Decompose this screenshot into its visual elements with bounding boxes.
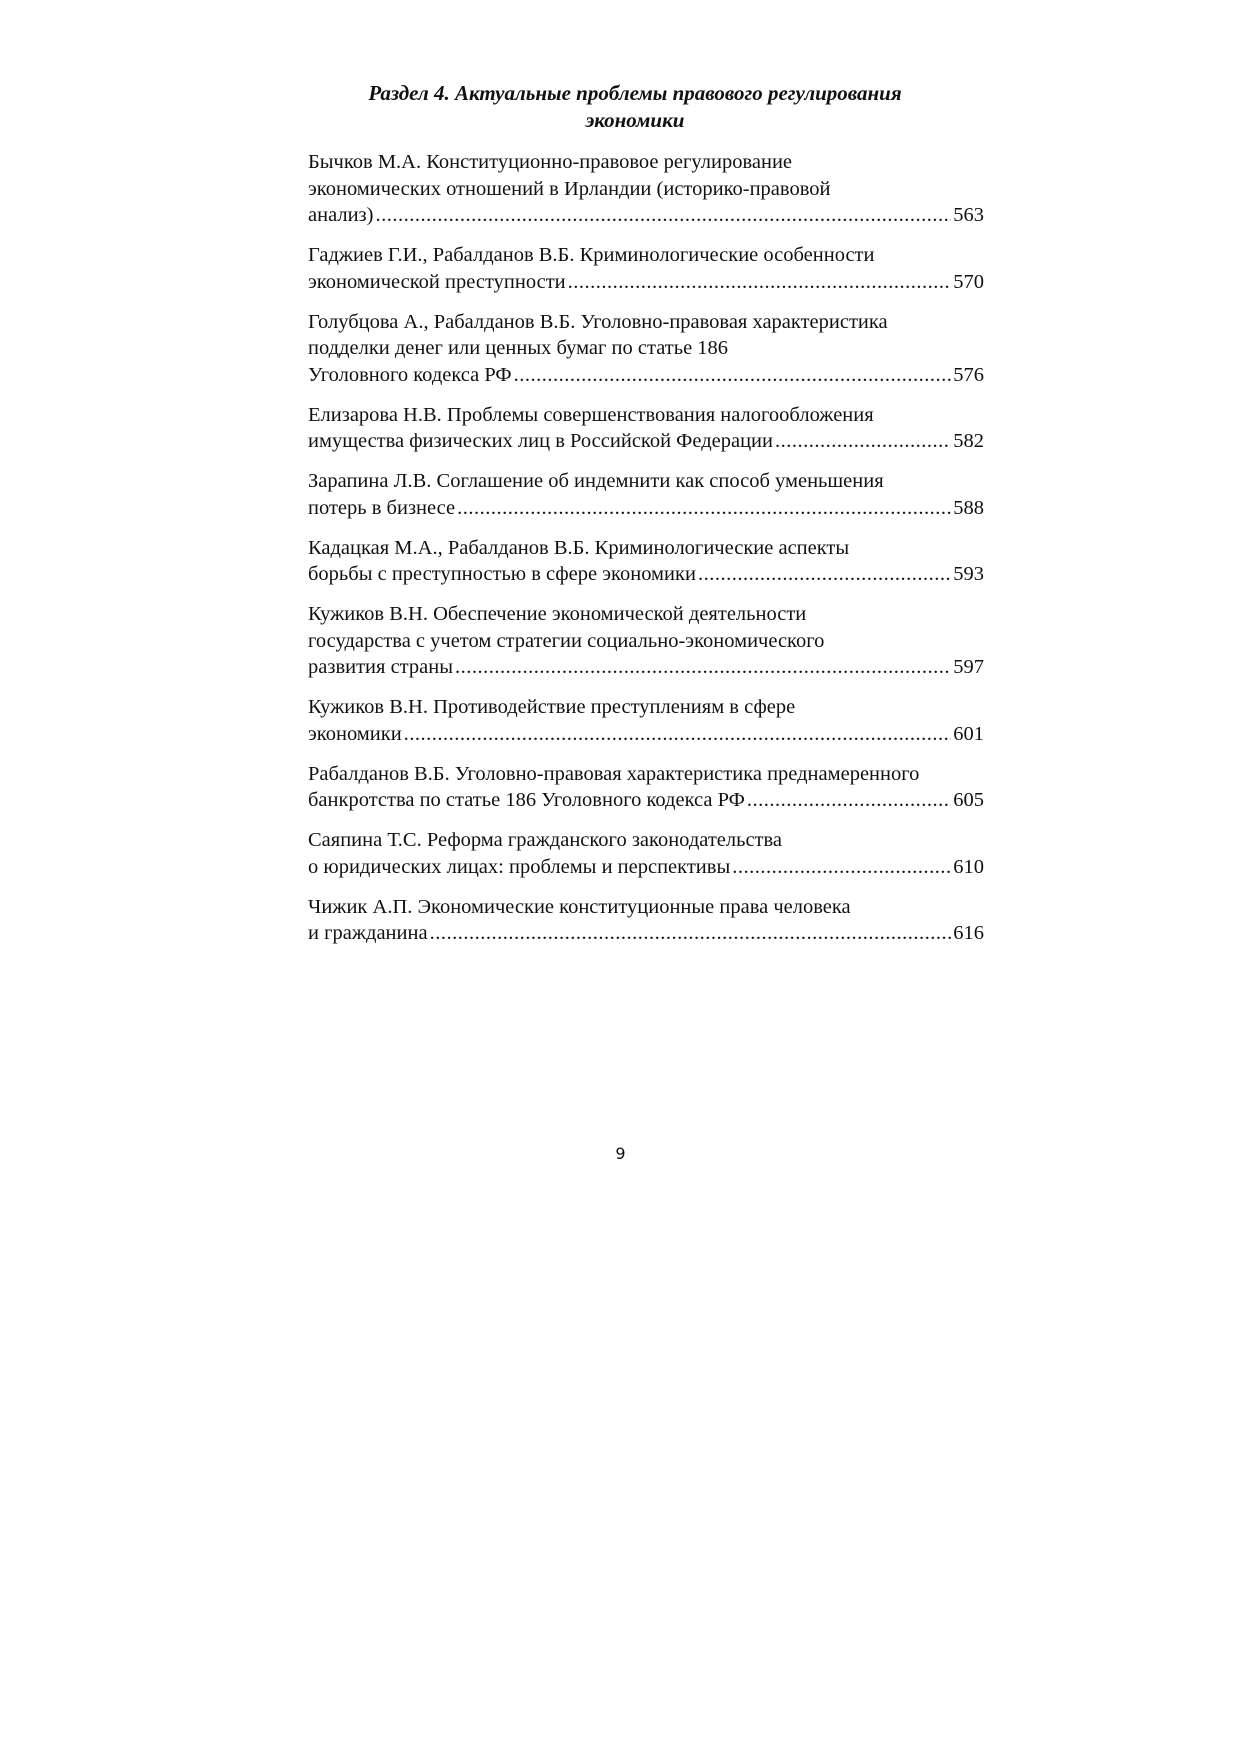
toc-entry-line: Кадацкая М.А., Рабалданов В.Б. Криминологические аспекты (308, 536, 850, 559)
section-title (310, 80, 960, 134)
dot-leader (698, 561, 951, 588)
toc-entry-tail: экономической преступности (308, 270, 566, 293)
toc-page-number: 616 (953, 922, 984, 944)
dot-leader (430, 920, 952, 947)
dot-leader (747, 787, 951, 814)
dot-leader (568, 269, 952, 296)
section-title-line-1: Раздел 4. Актуальные проблемы правового регулирования (368, 81, 902, 105)
toc-entry (308, 827, 984, 880)
dot-leader (457, 495, 951, 522)
toc-entry-tail: банкротства по статье 186 Уголовного кодекса РФ (308, 789, 745, 811)
toc-entry-line: подделки денег или ценных бумаг по статье 186 (308, 337, 729, 359)
toc-entry-tail: о юридических лицах: проблемы и перспективы (308, 855, 731, 878)
toc-entry-line: Зарапина Л.В. Соглашение об индемнити как способ уменьшения (308, 470, 884, 492)
toc-entry-line: Кужиков В.Н. Противодействие преступлениям в сфере (308, 696, 796, 718)
toc-entry-line: государства с учетом стратегии социально-экономического (308, 629, 825, 652)
dot-leader (375, 202, 951, 229)
toc-entry (308, 402, 984, 455)
toc-entry (308, 601, 984, 681)
dot-leader (732, 854, 951, 881)
toc-entry (308, 309, 984, 389)
toc-entry-line: Елизарова Н.В. Проблемы совершенствования налогообложения (308, 403, 874, 426)
toc-page-number: 570 (953, 270, 984, 293)
toc-entry-line: Чижик А.П. Экономические конституционные права человека (308, 895, 851, 918)
dot-leader (775, 428, 951, 455)
toc-page-number: 588 (953, 496, 984, 519)
toc-entry-line: Саяпина Т.С. Реформа гражданского законодательства (308, 829, 783, 851)
toc-page-number: 601 (953, 722, 984, 745)
toc-entry (308, 761, 984, 814)
toc-entry (308, 894, 984, 947)
toc-page-number: 605 (953, 789, 984, 811)
toc-entry-tail: Уголовного кодекса РФ (308, 363, 512, 386)
toc-entry-tail: развития страны (308, 656, 453, 678)
toc-entry-line: Кужиков В.Н. Обеспечение экономической деятельности (308, 603, 807, 625)
dot-leader (514, 362, 952, 389)
toc-entry (308, 535, 984, 588)
toc-entry-tail: экономики (308, 722, 402, 745)
toc-page-number: 563 (953, 204, 984, 226)
toc-entry-tail: и гражданина (308, 922, 428, 944)
toc-page-number: 597 (953, 656, 984, 678)
toc-entry (308, 468, 984, 521)
page-number: 9 (615, 1144, 626, 1163)
toc-entry-tail: борьбы с преступностью в сфере экономики (308, 563, 696, 585)
table-of-contents (308, 149, 984, 960)
toc-entry (308, 149, 984, 229)
section-title-line-2: экономики (585, 108, 685, 132)
toc-entry-line: Бычков М.А. Конституционно-правовое регулирование (308, 151, 793, 173)
toc-entry-line: Рабалданов В.Б. Уголовно-правовая характеристика преднамеренного (308, 762, 920, 785)
toc-entry-tail: потерь в бизнесе (308, 496, 456, 519)
toc-entry-tail: имущества физических лиц в Российской Федерации (308, 430, 773, 452)
toc-entry-line: Гаджиев Г.И., Рабалданов В.Б. Криминологические особенности (308, 244, 875, 266)
dot-leader (455, 654, 951, 681)
toc-page-number: 610 (953, 855, 984, 878)
toc-entry (308, 242, 984, 295)
dot-leader (404, 721, 952, 748)
toc-page-number: 593 (953, 563, 984, 585)
toc-entry-line: экономических отношений в Ирландии (историко-правовой (308, 177, 831, 200)
toc-entry-tail: анализ) (308, 204, 374, 226)
toc-page-number: 576 (953, 363, 984, 386)
toc-page-number: 582 (953, 430, 984, 452)
toc-entry (308, 694, 984, 747)
toc-entry-line: Голубцова А., Рабалданов В.Б. Уголовно-правовая характеристика (308, 310, 888, 333)
